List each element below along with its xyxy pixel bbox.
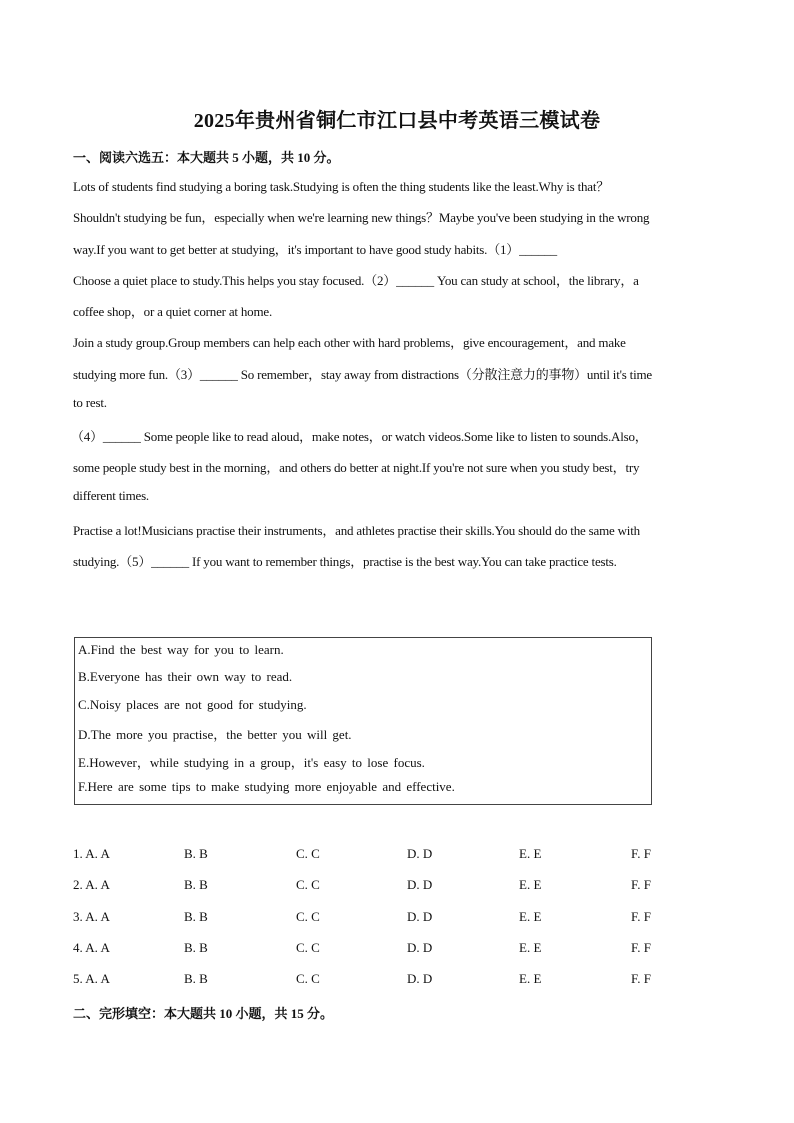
answer-choice-b[interactable]: B. B [184,971,208,986]
passage-line: coffee shop，or a quiet corner at home. [73,304,272,319]
answer-choice-c[interactable]: C. C [296,877,320,892]
passage-line: Lots of students find studying a boring task.Studying is often the thing students like the least.Why is that？ [73,179,610,194]
passage-line: Join a study group.Group members can help each other with hard problems，give encouragement，and make [73,335,626,350]
section1-heading: 一、阅读六选五：本大题共 5 小题，共 10 分。 [73,150,340,165]
answer-choice-d[interactable]: D. D [407,909,433,924]
passage-line: different times. [73,488,149,503]
answer-choice-a[interactable]: 2. A. A [73,877,110,892]
answer-choice-e[interactable]: E. E [519,877,542,892]
passage-line: Shouldn't studying be fun，especially when we're learning new things？Maybe you've been studying in the wrong [73,210,650,225]
answer-choice-f[interactable]: F. F [631,846,651,861]
answer-row-1 [73,846,733,864]
answer-choice-d[interactable]: D. D [407,940,433,955]
answer-choice-f[interactable]: F. F [631,971,651,986]
answer-choice-b[interactable]: B. B [184,846,208,861]
page-title: 2025年贵州省铜仁市江口县中考英语三模试卷 [193,110,601,132]
answer-choice-c[interactable]: C. C [296,971,320,986]
option-a: A.Find the best way for you to learn. [78,642,284,657]
passage-line: studying.（5）______ If you want to remember things，practise is the best way.You can take practice tests. [73,554,617,569]
answer-choice-e[interactable]: E. E [519,971,542,986]
answer-choice-a[interactable]: 4. A. A [73,940,110,955]
answer-choice-f[interactable]: F. F [631,940,651,955]
answer-choice-a[interactable]: 1. A. A [73,846,110,861]
answer-row-2 [73,877,733,895]
passage-line: to rest. [73,395,107,410]
option-e: E.However，while studying in a group，it's easy to lose focus. [78,755,425,770]
option-c: C.Noisy places are not good for studying. [78,697,307,712]
option-f: F.Here are some tips to make studying more enjoyable and effective. [78,779,455,794]
passage-line: some people study best in the morning，and others do better at night.If you're not sure when you study best，try [73,460,640,475]
answer-choice-d[interactable]: D. D [407,846,433,861]
answer-choice-c[interactable]: C. C [296,940,320,955]
answer-choice-a[interactable]: 5. A. A [73,971,110,986]
options-box [74,637,652,805]
passage-line: way.If you want to get better at studying，it's important to have good study habits.（1）______ [73,242,557,257]
passage-line: studying more fun.（3）______ So remember，stay away from distractions（分散注意力的事物）until it's time [73,367,652,382]
answer-choice-f[interactable]: F. F [631,909,651,924]
section2-heading: 二、完形填空：本大题共 10 小题，共 15 分。 [73,1006,334,1021]
answer-row-3 [73,909,733,927]
answer-choice-a[interactable]: 3. A. A [73,909,110,924]
option-b: B.Everyone has their own way to read. [78,669,293,684]
option-d: D.The more you practise，the better you will get. [78,727,352,742]
answer-choice-c[interactable]: C. C [296,909,320,924]
passage-line: Choose a quiet place to study.This helps you stay focused.（2）______ You can study at school，the library，a [73,273,639,288]
answer-choice-b[interactable]: B. B [184,877,208,892]
answer-choice-e[interactable]: E. E [519,846,542,861]
answer-choice-f[interactable]: F. F [631,877,651,892]
answer-choice-e[interactable]: E. E [519,909,542,924]
answer-row-5 [73,971,733,989]
answer-choice-b[interactable]: B. B [184,940,208,955]
answer-choice-b[interactable]: B. B [184,909,208,924]
passage-line: （4）______ Some people like to read aloud，make notes，or watch videos.Some like to listen to sounds.Also， [71,429,648,444]
passage-line: Practise a lot!Musicians practise their instruments，and athletes practise their skills.You should do the same with [73,523,640,538]
answer-choice-d[interactable]: D. D [407,971,433,986]
answer-choice-e[interactable]: E. E [519,940,542,955]
answer-row-4 [73,940,733,958]
answer-choice-c[interactable]: C. C [296,846,320,861]
answer-choice-d[interactable]: D. D [407,877,433,892]
